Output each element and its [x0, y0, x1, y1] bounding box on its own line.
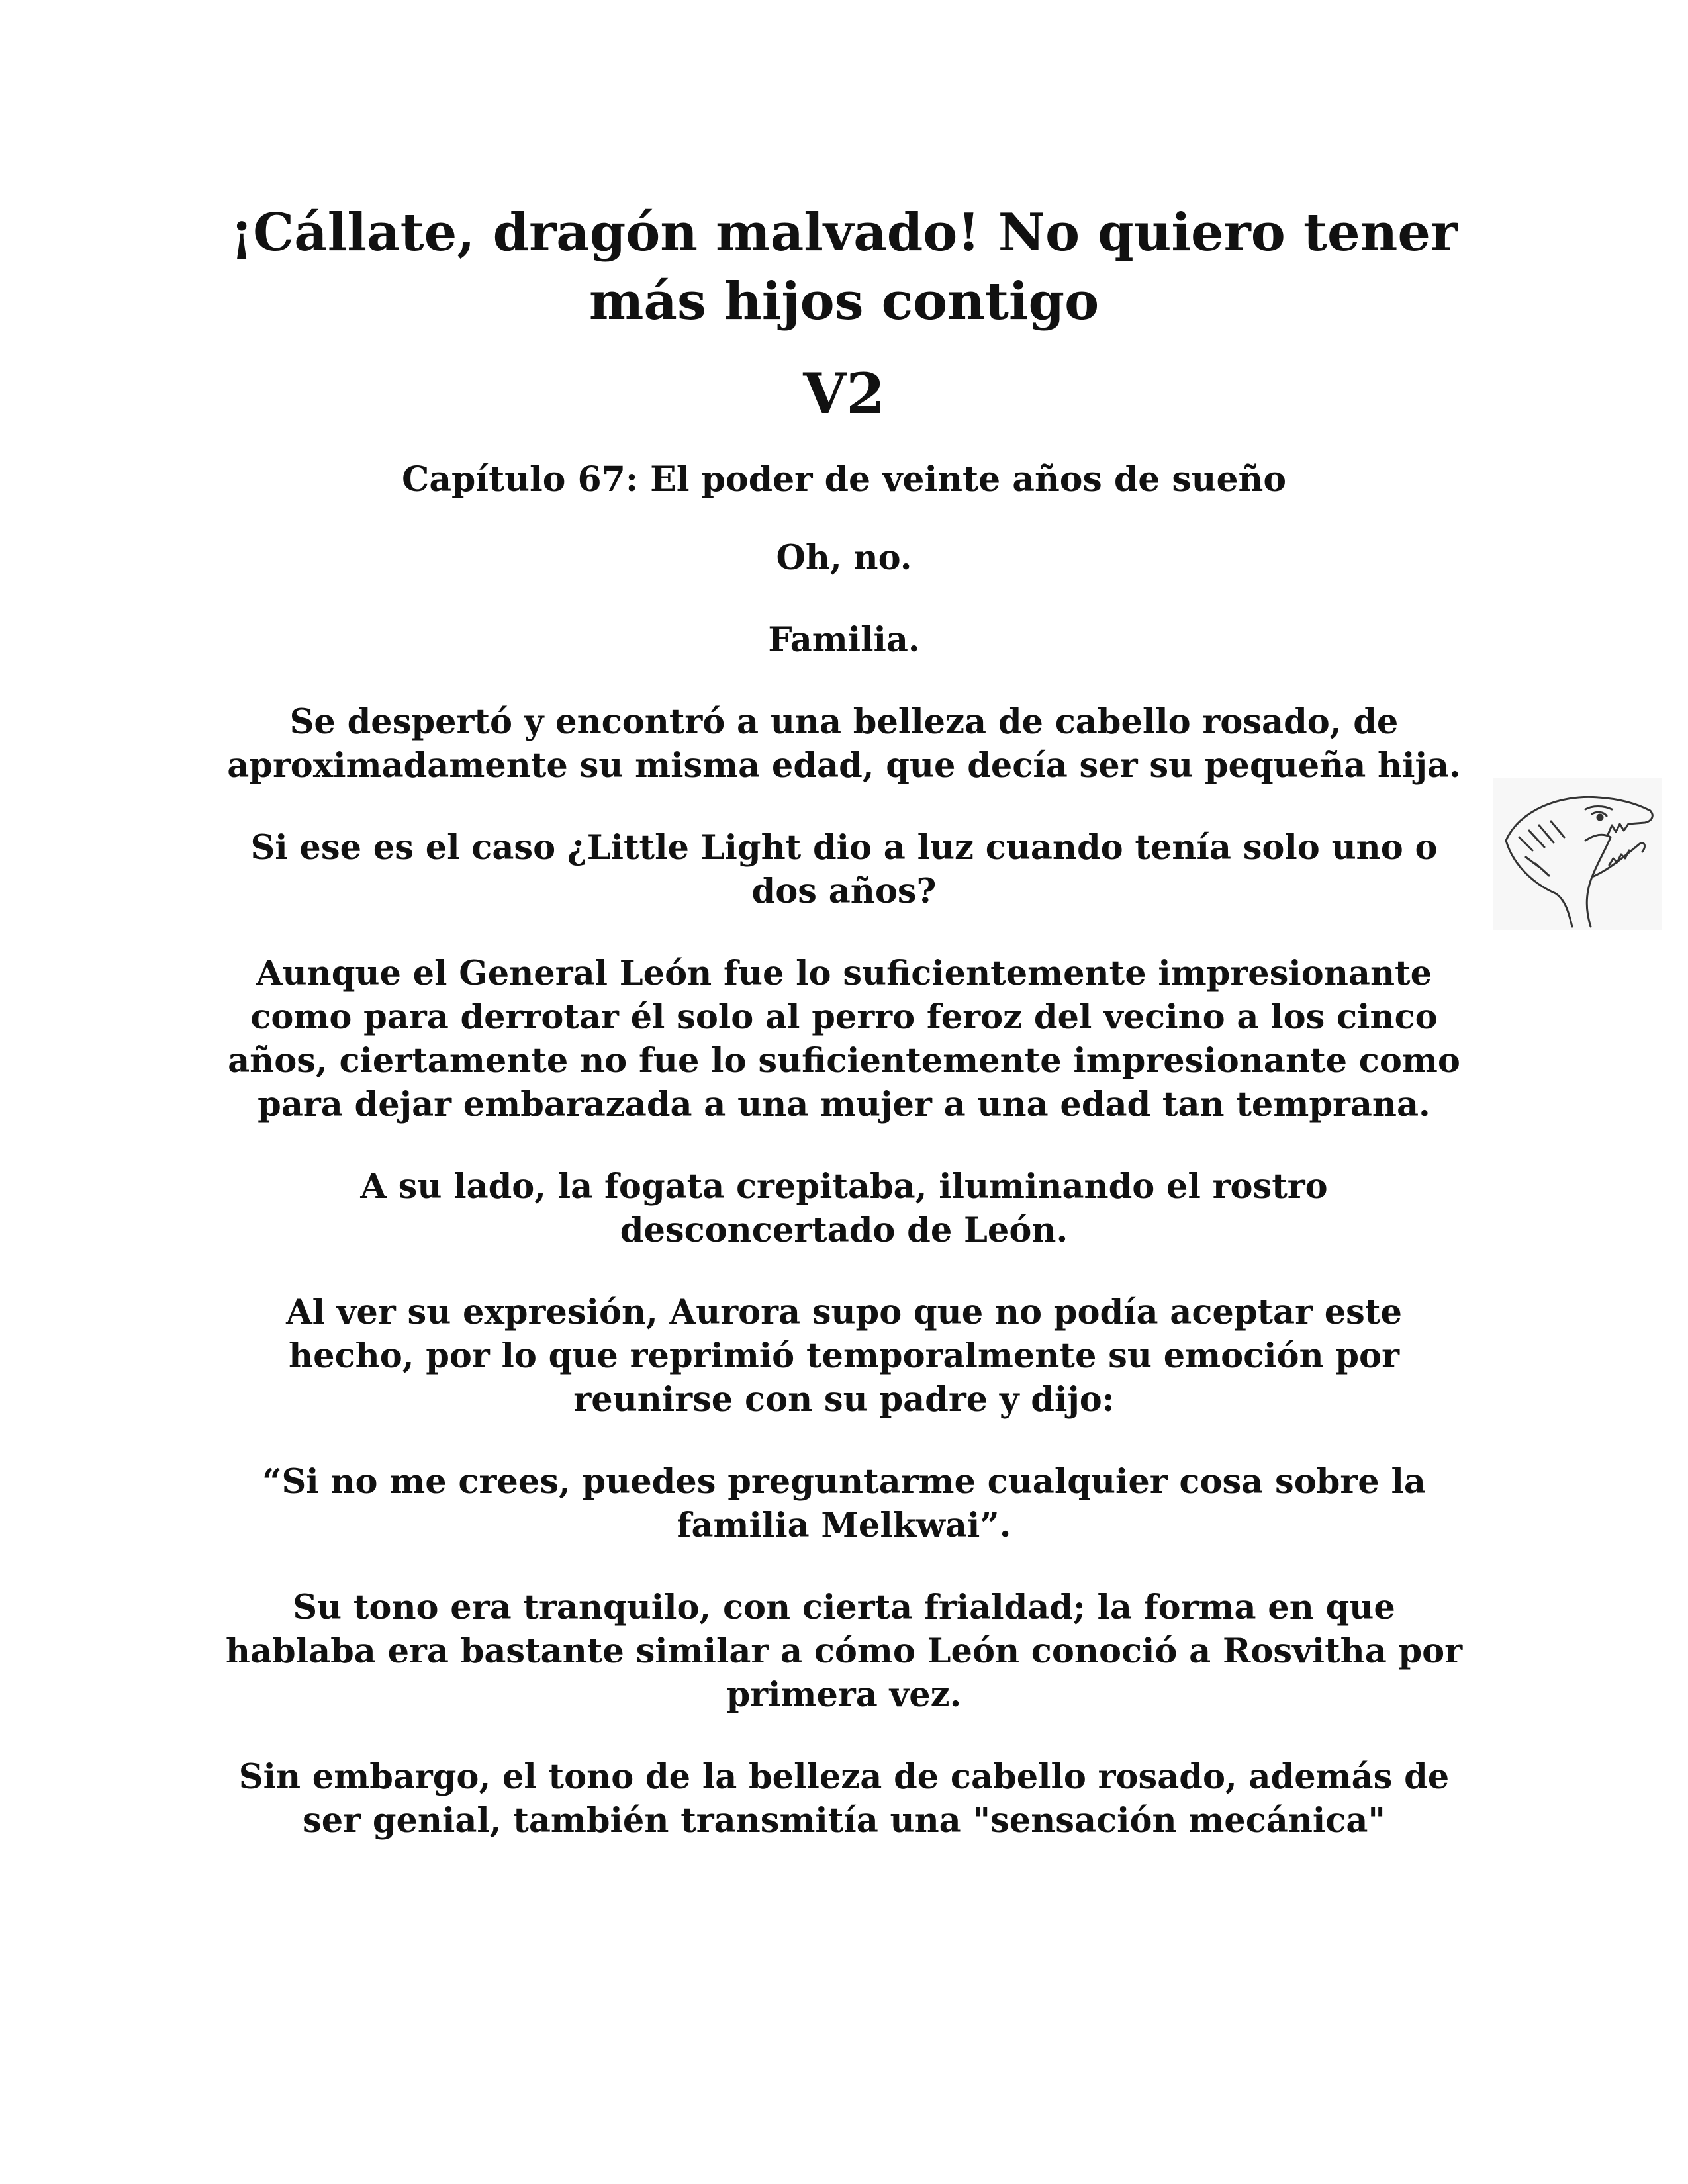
paragraph: Familia.	[768, 620, 920, 660]
document-title: ¡Cállate, dragón malvado! No quiero tener más hijos contigo	[230, 203, 1458, 332]
paragraph: A su lado, la fogata crepitaba, iluminando el rostro desconcertado de León.	[360, 1167, 1328, 1250]
paragraph: Su tono era tranquilo, con cierta frialdad; la forma en que hablaba era bastante similar a cómo León conoció a Rosvitha por primera vez.	[225, 1588, 1463, 1715]
paragraph: Oh, no.	[776, 538, 912, 578]
paragraph: Se despertó y encontró a una belleza de cabello rosado, de aproximadamente su misma edad, que decía ser su pequeña hija.	[227, 702, 1461, 786]
paragraph: Sin embargo, el tono de la belleza de cabello rosado, además de ser genial, también transmitía una "sensación mecánica"	[238, 1757, 1450, 1841]
body-text	[218, 536, 1470, 1881]
chapter-heading: Capítulo 67: El poder de veinte años de sueño	[401, 459, 1287, 500]
paragraph: Si ese es el caso ¿Little Light dio a luz cuando tenía solo uno o dos años?	[250, 828, 1438, 911]
paragraph: Aunque el General León fue lo suficientemente impresionante como para derrotar él solo al perro feroz del vecino a los cinco años, ciertamente no fue lo suficientemente impresionante como para dejar embarazada a una mujer a una edad tan temprana.	[228, 954, 1460, 1124]
paragraph: Al ver su expresión, Aurora supo que no podía aceptar este hecho, por lo que reprimió temporalmente su emoción por reunirse con su padre y dijo:	[286, 1293, 1402, 1420]
dinosaur-sketch-icon	[1493, 778, 1662, 930]
volume-label: V2	[803, 361, 885, 426]
paragraph: “Si no me crees, puedes preguntarme cualquier cosa sobre la familia Melkwai”.	[262, 1462, 1426, 1545]
